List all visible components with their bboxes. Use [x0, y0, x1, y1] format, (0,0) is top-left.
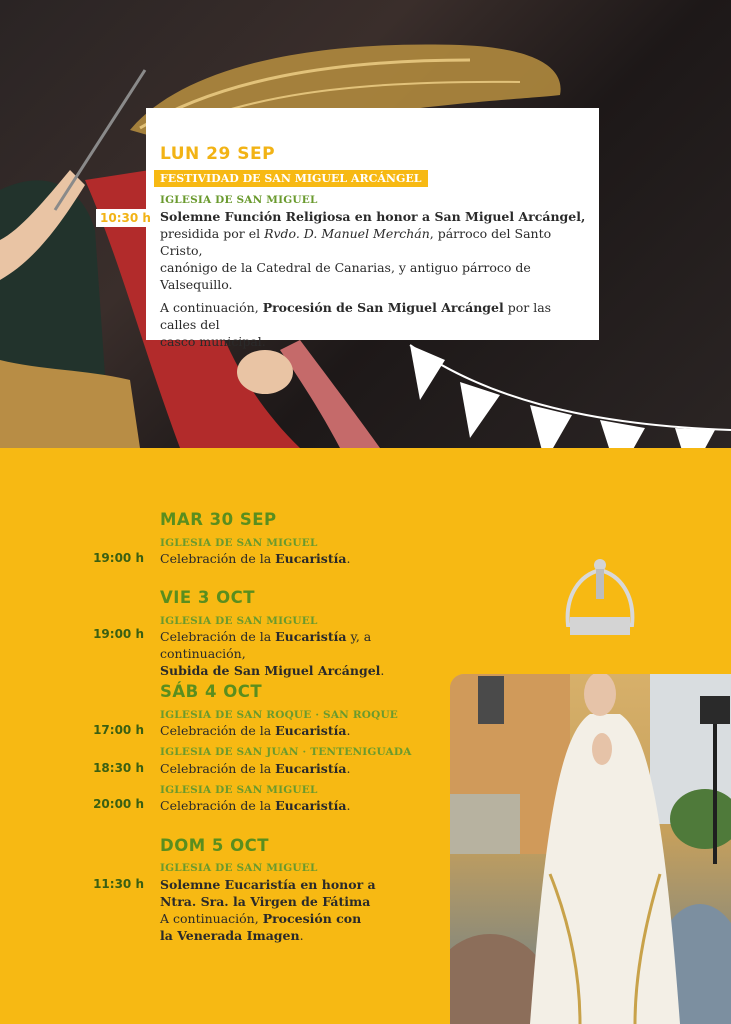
sab-time-3: 20:00 h [93, 797, 144, 811]
sab-bold-2: Eucaristía [275, 761, 347, 776]
sab-church-2: IGLESIA DE SAN JUAN · TENTENIGUADA [160, 746, 412, 758]
vie-church: IGLESIA DE SAN MIGUEL [160, 615, 318, 627]
vie-post: y, a continuación, [160, 629, 372, 661]
sab-pre-1: Celebración de la [160, 723, 276, 738]
vie-time: 19:00 h [93, 627, 144, 641]
sab-church-1: IGLESIA DE SAN ROQUE · SAN ROQUE [160, 709, 399, 721]
lun-date: LUN 29 SEP [160, 144, 276, 164]
mar-description [160, 550, 350, 567]
sab-pre-2: Celebración de la [160, 761, 276, 776]
sab-pre-3: Celebración de la [160, 798, 276, 813]
mar-bold: Eucaristía [275, 551, 347, 566]
sab-description-3 [160, 797, 350, 814]
festividad-badge: FESTIVIDAD DE SAN MIGUEL ARCÁNGEL [154, 170, 428, 187]
sab-post-2: . [346, 761, 351, 776]
virgen-fatima-illustration [450, 674, 731, 1024]
lun-time: 10:30 h [96, 209, 150, 227]
sab-post-1: . [346, 723, 351, 738]
sab-description-1 [160, 722, 350, 739]
vie-pre: Celebración de la [160, 629, 276, 644]
sab-time-1: 17:00 h [93, 723, 144, 737]
dom-line4-post: . [299, 928, 304, 943]
dom-line3-bold: Procesión con [262, 911, 362, 926]
dom-line3-pre: A continuación, [160, 911, 263, 926]
vie-date: VIE 3 OCT [160, 588, 256, 607]
vie-line2: Subida de San Miguel Arcángel [160, 663, 381, 678]
dom-line4: la Venerada Imagen [160, 928, 300, 943]
mar-pre: Celebración de la [160, 551, 276, 566]
mar-time: 19:00 h [93, 551, 144, 565]
dom-date: DOM 5 OCT [160, 836, 270, 855]
lun-line2-em: Rvdo. D. Manuel Merchán [264, 226, 430, 241]
vie-bold: Eucaristía [275, 629, 347, 644]
sab-post-3: . [346, 798, 351, 813]
dom-line1: Solemne Eucaristía en honor a [160, 877, 376, 892]
lun-line4-post: por las calles del [160, 300, 552, 332]
vie-description [160, 628, 460, 679]
sab-church-3: IGLESIA DE SAN MIGUEL [160, 784, 318, 796]
mar-date: MAR 30 SEP [160, 510, 277, 529]
lun-church: IGLESIA DE SAN MIGUEL [160, 194, 318, 206]
lun-line1: Solemne Función Religiosa en honor a San Miguel Arcángel, [160, 209, 586, 224]
dom-line2: Ntra. Sra. la Virgen de Fátima [160, 894, 371, 909]
virgen-fatima-photo [450, 674, 731, 1024]
lun-line5: casco municipal. [160, 334, 266, 349]
dom-church: IGLESIA DE SAN MIGUEL [160, 862, 318, 874]
lun-line2-post: , párroco del Santo Cristo, [160, 226, 552, 258]
lun-description [160, 208, 590, 350]
sab-description-2 [160, 760, 350, 777]
lun-line4-pre: A continuación, [160, 300, 263, 315]
sab-bold-3: Eucaristía [275, 798, 347, 813]
dom-description [160, 876, 440, 944]
lun-line2-pre: presidida por el [160, 226, 265, 241]
vie-line2-post: . [380, 663, 385, 678]
lun-line4-bold: Procesión de San Miguel Arcángel [262, 300, 504, 315]
sab-time-2: 18:30 h [93, 761, 144, 775]
crown-icon [560, 555, 640, 645]
lun-line3: canónigo de la Catedral de Canarias, y antiguo párroco de Valsequillo. [160, 260, 531, 292]
mar-church: IGLESIA DE SAN MIGUEL [160, 537, 318, 549]
sab-bold-1: Eucaristía [275, 723, 347, 738]
dom-time: 11:30 h [93, 877, 144, 891]
sab-date: SÁB 4 OCT [160, 682, 263, 701]
mar-post: . [346, 551, 351, 566]
